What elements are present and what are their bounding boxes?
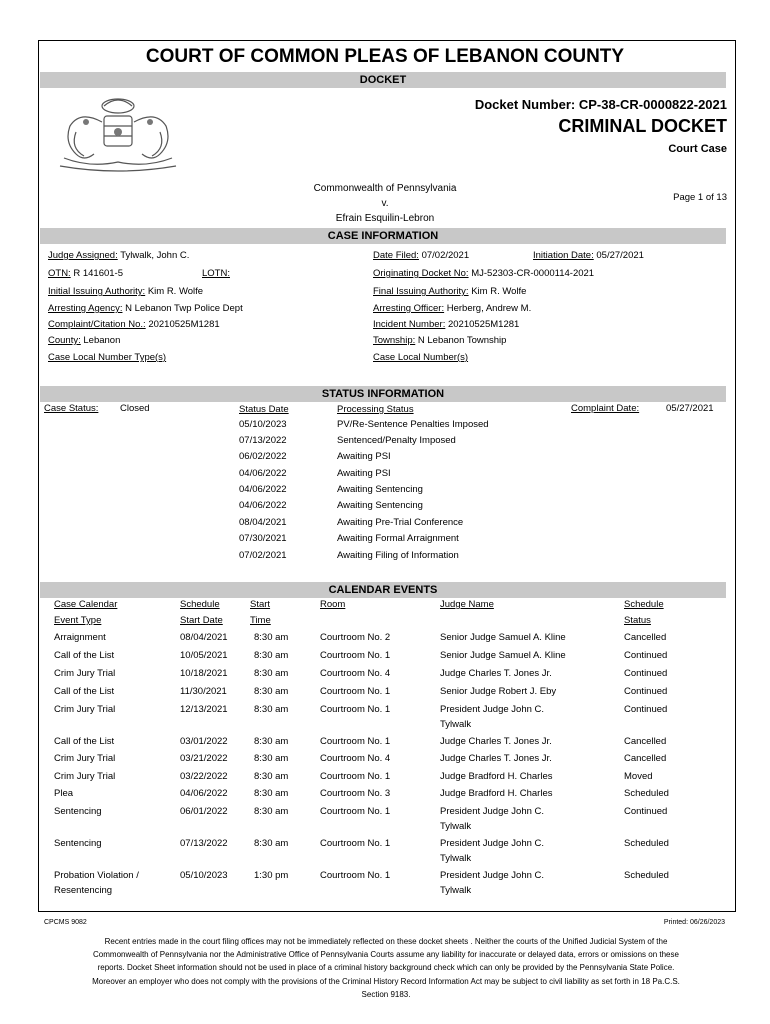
event-room: Courtroom No. 1 bbox=[320, 686, 391, 697]
event-status: Continued bbox=[624, 686, 668, 697]
event-judge: Judge Charles T. Jones Jr. bbox=[440, 753, 552, 764]
event-status: Continued bbox=[624, 650, 668, 661]
event-type: Sentencing bbox=[54, 838, 102, 849]
processing-status: Awaiting Sentencing bbox=[337, 500, 423, 511]
processing-status: Awaiting Filing of Information bbox=[337, 550, 459, 561]
event-time: 8:30 am bbox=[254, 736, 289, 747]
doc-type: CRIMINAL DOCKET bbox=[558, 116, 727, 136]
event-time: 8:30 am bbox=[254, 788, 289, 799]
status-date: 06/02/2022 bbox=[239, 451, 287, 462]
event-judge: President Judge John C. bbox=[440, 838, 545, 849]
col-header-judge: Judge Name bbox=[440, 599, 494, 610]
event-judge: President Judge John C. bbox=[440, 806, 545, 817]
event-status: Cancelled bbox=[624, 753, 667, 764]
case-type: Court Case bbox=[668, 143, 727, 155]
officer-label: Arresting Officer: bbox=[373, 303, 445, 314]
otn-value: R 141601-5 bbox=[73, 268, 123, 279]
event-room: Courtroom No. 4 bbox=[320, 668, 391, 679]
col-header-start: Start bbox=[250, 599, 271, 610]
status-info-band: STATUS INFORMATION bbox=[40, 386, 726, 402]
officer-value: Herberg, Andrew M. bbox=[446, 303, 532, 314]
final-authority-label: Final Issuing Authority: bbox=[373, 286, 469, 297]
event-room: Courtroom No. 1 bbox=[320, 736, 391, 747]
event-room: Courtroom No. 1 bbox=[320, 650, 391, 661]
judge-label: Judge Assigned: bbox=[48, 250, 118, 261]
printed-date: Printed: 06/26/2023 bbox=[663, 919, 725, 926]
status-date: 08/04/2021 bbox=[239, 517, 287, 528]
col-header-event: Case Calendar bbox=[54, 599, 118, 610]
event-judge: Judge Bradford H. Charles bbox=[440, 788, 553, 799]
event-time: 8:30 am bbox=[254, 838, 289, 849]
processing-status: Awaiting PSI bbox=[337, 451, 391, 462]
event-date: 03/21/2022 bbox=[180, 753, 228, 764]
docket-number: Docket Number: CP-38-CR-0000822-2021 bbox=[474, 97, 727, 112]
event-judge: President Judge John C. bbox=[440, 704, 545, 715]
col-header-status: Schedule bbox=[624, 599, 664, 610]
status-date-header: Status Date bbox=[239, 404, 289, 415]
caption-line2: v. bbox=[381, 198, 389, 209]
event-status: Continued bbox=[624, 668, 668, 679]
local-number-label: Case Local Number(s) bbox=[373, 352, 469, 363]
status-date: 07/30/2021 bbox=[239, 533, 287, 544]
event-time: 8:30 am bbox=[254, 704, 289, 715]
incident-label: Incident Number: bbox=[373, 319, 446, 330]
agency-label: Arresting Agency: bbox=[48, 303, 123, 314]
lotn-label: LOTN: bbox=[202, 268, 230, 279]
event-room: Courtroom No. 1 bbox=[320, 838, 391, 849]
processing-status: Awaiting Pre-Trial Conference bbox=[337, 517, 464, 528]
event-room: Courtroom No. 1 bbox=[320, 870, 391, 881]
event-room: Courtroom No. 1 bbox=[320, 806, 391, 817]
event-judge: Senior Judge Samuel A. Kline bbox=[440, 632, 566, 643]
township-label: Township: bbox=[373, 335, 416, 346]
initiation-label: Initiation Date: bbox=[533, 250, 594, 261]
agency-value: N Lebanon Twp Police Dept bbox=[125, 303, 243, 314]
caption-line1: Commonwealth of Pennsylvania bbox=[313, 183, 457, 194]
col-header-schedule: Schedule bbox=[180, 599, 220, 610]
event-status: Cancelled bbox=[624, 632, 667, 643]
processing-status: PV/Re-Sentence Penalties Imposed bbox=[337, 419, 489, 430]
processing-status: Awaiting Formal Arraignment bbox=[337, 533, 459, 544]
event-time: 1:30 pm bbox=[254, 870, 289, 881]
calendar-band: CALENDAR EVENTS bbox=[40, 582, 726, 598]
event-type: Crim Jury Trial bbox=[54, 771, 116, 782]
event-judge: Judge Bradford H. Charles bbox=[440, 771, 553, 782]
judge-value: Tylwalk, John C. bbox=[120, 250, 190, 261]
processing-status: Awaiting PSI bbox=[337, 468, 391, 479]
event-judge: Judge Charles T. Jones Jr. bbox=[440, 668, 552, 679]
date-filed-label: Date Filed: bbox=[373, 250, 419, 261]
col-header-start: Time bbox=[250, 615, 271, 626]
event-status: Scheduled bbox=[624, 870, 669, 881]
event-time: 8:30 am bbox=[254, 771, 289, 782]
event-date: 03/22/2022 bbox=[180, 771, 228, 782]
initial-authority-label: Initial Issuing Authority: bbox=[48, 286, 146, 297]
complaint-date-label: Complaint Date: bbox=[571, 403, 640, 414]
status-date: 04/06/2022 bbox=[239, 500, 287, 511]
orig-docket-value: MJ-52303-CR-0000114-2021 bbox=[471, 268, 595, 279]
initiation-value: 05/27/2021 bbox=[596, 250, 644, 261]
event-judge: President Judge John C. bbox=[440, 870, 545, 881]
event-type: Crim Jury Trial bbox=[54, 668, 116, 679]
status-date: 05/10/2023 bbox=[239, 419, 287, 430]
event-room: Courtroom No. 4 bbox=[320, 753, 391, 764]
event-time: 8:30 am bbox=[254, 668, 289, 679]
status-date: 04/06/2022 bbox=[239, 484, 287, 495]
status-date: 04/06/2022 bbox=[239, 468, 287, 479]
event-time: 8:30 am bbox=[254, 650, 289, 661]
event-time: 8:30 am bbox=[254, 632, 289, 643]
event-room: Courtroom No. 2 bbox=[320, 632, 391, 643]
col-header-room: Room bbox=[320, 599, 346, 610]
event-type: Sentencing bbox=[54, 806, 102, 817]
event-date: 03/01/2022 bbox=[180, 736, 228, 747]
event-date: 05/10/2023 bbox=[180, 870, 228, 881]
processing-status: Sentenced/Penalty Imposed bbox=[337, 435, 456, 446]
date-filed-value: 07/02/2021 bbox=[421, 250, 470, 261]
event-judge-cont: Tylwalk bbox=[440, 853, 472, 864]
incident-value: 20210525M1281 bbox=[447, 319, 520, 330]
case-status-label: Case Status: bbox=[44, 403, 99, 414]
event-status: Continued bbox=[624, 704, 668, 715]
court-title: COURT OF COMMON PLEAS OF LEBANON COUNTY bbox=[145, 46, 625, 67]
local-number-type-label: Case Local Number Type(s) bbox=[48, 352, 167, 363]
event-status: Moved bbox=[624, 771, 653, 782]
event-type: Call of the List bbox=[54, 736, 115, 747]
event-type: Crim Jury Trial bbox=[54, 753, 116, 764]
status-date: 07/02/2021 bbox=[239, 550, 287, 561]
event-judge: Senior Judge Samuel A. Kline bbox=[440, 650, 566, 661]
complaint-value: 20210525M1281 bbox=[148, 319, 220, 330]
event-date: 10/18/2021 bbox=[180, 668, 228, 679]
event-date: 12/13/2021 bbox=[180, 704, 228, 715]
county-value: Lebanon bbox=[83, 335, 121, 346]
event-time: 8:30 am bbox=[254, 753, 289, 764]
disclaimer: Recent entries made in the court filing offices may not be immediately reflected on these docket sheets . Neither the courts of the Unified Judicial System of the Commonwealth of Pennsylvania nor the Administrative Office of Pennsylvania Courts assume any liability for inaccurate or delayed data, errors or omissions on these reports. Docket Sheet information should not be used in place of a criminal history background check which can only be provided by the Pennsylvania State Police. Moreover an employer who does not comply with the provisions of the Criminal History Record Information Act may be subject to civil liability as set forth in 18 Pa.C.S. Section 9183. bbox=[92, 937, 680, 999]
event-type: Arraignment bbox=[54, 632, 106, 643]
case-status-value: Closed bbox=[120, 403, 150, 414]
event-type: Call of the List bbox=[54, 650, 115, 661]
event-type: Plea bbox=[54, 788, 74, 799]
event-date: 08/04/2021 bbox=[180, 632, 228, 643]
event-type-cont: Resentencing bbox=[54, 885, 113, 896]
event-type: Crim Jury Trial bbox=[54, 704, 116, 715]
docket-band: DOCKET bbox=[40, 72, 726, 88]
event-status: Scheduled bbox=[624, 838, 669, 849]
event-status: Scheduled bbox=[624, 788, 669, 799]
case-info-band: CASE INFORMATION bbox=[40, 228, 726, 244]
form-id: CPCMS 9082 bbox=[44, 919, 87, 926]
event-type: Call of the List bbox=[54, 686, 115, 697]
col-header-event: Event Type bbox=[54, 615, 102, 626]
processing-status: Awaiting Sentencing bbox=[337, 484, 423, 495]
pennsylvania-seal-icon bbox=[50, 92, 186, 174]
complaint-date-value: 05/27/2021 bbox=[666, 403, 714, 414]
event-time: 8:30 am bbox=[254, 686, 289, 697]
col-header-status: Status bbox=[624, 615, 651, 626]
event-judge-cont: Tylwalk bbox=[440, 719, 472, 730]
event-status: Continued bbox=[624, 806, 668, 817]
event-judge: Judge Charles T. Jones Jr. bbox=[440, 736, 552, 747]
col-header-schedule: Start Date bbox=[180, 615, 223, 626]
event-type: Probation Violation / bbox=[54, 870, 139, 881]
otn-label: OTN: bbox=[48, 268, 71, 279]
event-date: 04/06/2022 bbox=[180, 788, 228, 799]
event-date: 11/30/2021 bbox=[180, 686, 227, 697]
page-number: Page 1 of 13 bbox=[673, 192, 727, 203]
township-value: N Lebanon Township bbox=[417, 335, 507, 346]
event-judge: Senior Judge Robert J. Eby bbox=[440, 686, 557, 697]
county-label: County: bbox=[48, 335, 81, 346]
event-time: 8:30 am bbox=[254, 806, 289, 817]
event-date: 07/13/2022 bbox=[180, 838, 228, 849]
final-authority-value: Kim R. Wolfe bbox=[471, 286, 527, 297]
orig-docket-label: Originating Docket No: bbox=[373, 268, 469, 279]
event-room: Courtroom No. 3 bbox=[320, 788, 391, 799]
event-status: Cancelled bbox=[624, 736, 667, 747]
event-room: Courtroom No. 1 bbox=[320, 704, 391, 715]
event-date: 06/01/2022 bbox=[180, 806, 228, 817]
caption-line3: Efrain Esquilin-Lebron bbox=[335, 213, 435, 224]
event-judge-cont: Tylwalk bbox=[440, 885, 472, 896]
event-judge-cont: Tylwalk bbox=[440, 821, 472, 832]
complaint-label: Complaint/Citation No.: bbox=[48, 319, 146, 330]
event-room: Courtroom No. 1 bbox=[320, 771, 391, 782]
initial-authority-value: Kim R. Wolfe bbox=[147, 286, 204, 297]
status-date: 07/13/2022 bbox=[239, 435, 287, 446]
event-date: 10/05/2021 bbox=[180, 650, 228, 661]
processing-status-header: Processing Status bbox=[337, 404, 414, 415]
